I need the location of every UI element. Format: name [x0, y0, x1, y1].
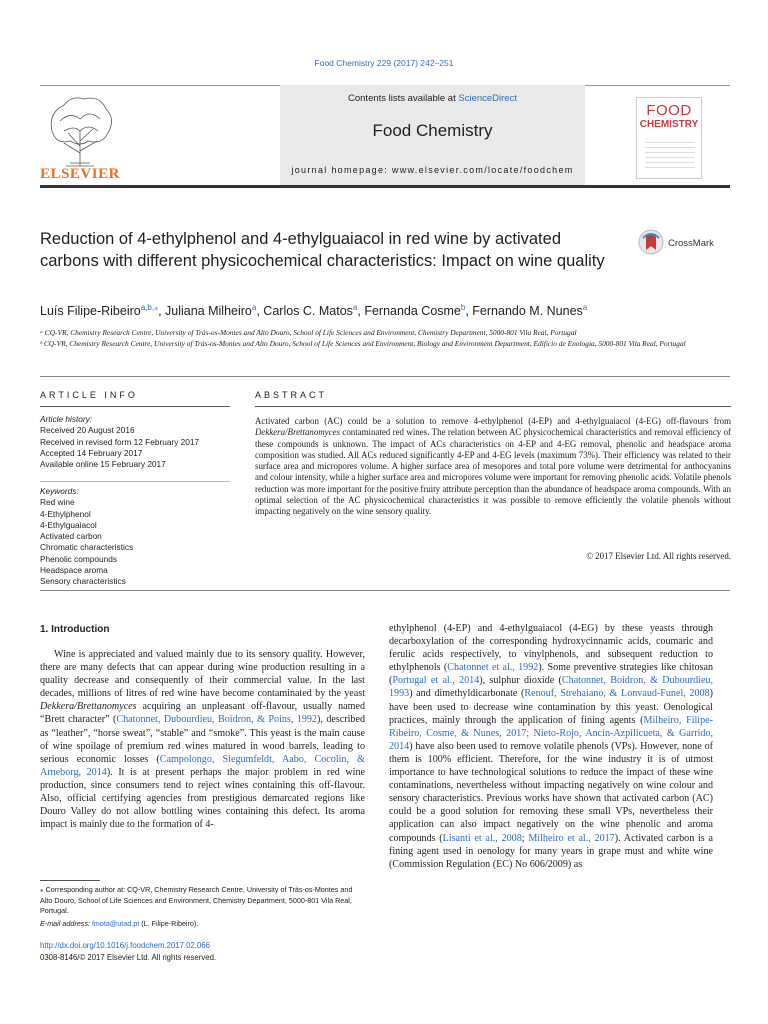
affiliation-b: ᵇ CQ-VR, Chemistry Research Centre, University of Trás-os-Montes and Alto Douro, School of Life Sciences and Environment, Biology and Environment Department, Edifício de Enologia, 5000-801 Vila Real, Portugal	[40, 339, 686, 348]
sciencedirect-link[interactable]: ScienceDirect	[458, 93, 517, 104]
journal-homepage[interactable]: journal homepage: www.elsevier.com/locate/foodchem	[291, 165, 574, 175]
intro-text: ). Some preventive strategies like chitosan (	[389, 662, 714, 687]
abstract-rule	[255, 406, 731, 407]
footnote-rule	[40, 880, 100, 881]
keyword-item: Chromatic characteristics	[40, 542, 134, 553]
intro-text: ) have been used to decrease wine contamination by this yeast. Oenological practices, mainly through the application of fining agents (	[389, 688, 713, 726]
crossmark-icon	[638, 228, 664, 256]
contents-prefix: Contents lists available at	[348, 93, 459, 104]
keyword-item: 4-Ethylguaiacol	[40, 519, 97, 530]
reference-link[interactable]: Lisanti et al., 2008	[442, 832, 522, 844]
journal-masthead	[40, 85, 730, 188]
author-name: Fernando M. Nunes	[472, 304, 583, 319]
intro-text-italic: Dekkera/Brettanomyces	[40, 701, 137, 713]
journal-name: Food Chemistry	[372, 121, 493, 140]
keyword-item: Red wine	[40, 497, 75, 508]
keyword-item: Activated carbon	[40, 531, 102, 542]
history-item: Available online 15 February 2017	[40, 459, 166, 470]
abstract-body	[255, 416, 731, 518]
cover-title-food: FOOD	[646, 102, 692, 119]
info-separator	[40, 481, 230, 482]
section-heading-introduction: 1. Introduction	[40, 624, 110, 635]
keyword-item: Headspace aroma	[40, 565, 108, 576]
author-name: Juliana Milheiro	[165, 304, 252, 319]
affiliation-a: ᵃ CQ-VR, Chemistry Research Centre, University of Trás-os-Montes and Alto Douro, School of Life Sciences and Environment, Chemistry Department, 5000-801 Vila Real, Portugal	[40, 328, 577, 337]
article-info-rule	[40, 406, 230, 407]
intro-text: ). Activated carbon is a fining agent used in oenology for many years in grape must and white wine (Commission Regulation (EC) No 606/2009) as	[389, 832, 713, 870]
journal-citation[interactable]: Food Chemistry 229 (2017) 242–251	[314, 58, 454, 68]
keyword-item: 4-Ethylphenol	[40, 508, 91, 519]
email-label: E-mail address:	[40, 919, 92, 928]
intro-text: ). It is at present perhaps the major problem in red wine production, since consumers tend to reject wines containing this off-flavour. Also, official certifying agencies from prestigious demarcated regions like Douro Valley do not allow bottling wines containing this defect. Its aroma impact is mainly due to the formation of 4-	[40, 766, 365, 831]
author-name: Fernanda Cosme	[364, 304, 461, 319]
abstract-label: ABSTRACT	[255, 390, 328, 400]
history-item: Received in revised form 12 February 2017	[40, 436, 200, 447]
article-title: Reduction of 4-ethylphenol and 4-ethylguaiacol in red wine by activated carbons with different physicochemical characteristics: Impact on wine quality	[40, 230, 605, 270]
intro-text: ) and dimethyldicarbonate (	[409, 688, 525, 700]
header-divider	[40, 376, 730, 377]
author-affil-marker[interactable]: a	[251, 303, 257, 312]
issn-copyright: 0308-8146/© 2017 Elsevier Ltd. All rights reserved.	[40, 953, 217, 962]
intro-text: ), sulphur dioxide (	[479, 675, 562, 687]
author-list	[40, 303, 740, 318]
reference-link[interactable]: Chatonnet, Dubourdieu, Boidron, & Poins, 1992	[116, 714, 317, 726]
masthead-center-panel	[280, 85, 585, 185]
reference-link[interactable]: Milheiro, Filipe-Ribeiro, Cosme, & Nunes, 2017; Nieto-Rojo, Ancín-Azpilicueta, & Garrido, 2014	[389, 714, 713, 752]
author-name: Luís Filipe-Ribeiro	[40, 304, 141, 319]
cover-decoration	[645, 142, 695, 172]
history-item: Received 20 August 2016	[40, 425, 135, 436]
corresponding-author-note: ⁎ Corresponding author at: CQ-VR, Chemistry Research Centre, University of Trás-os-Montes and Alto Douro, School of Life Sciences and Environment, Chemistry Department, 5000-801 Vila Real, Portugal.	[40, 885, 353, 915]
doi-link[interactable]: http://dx.doi.org/10.1016/j.foodchem.2017.02.066	[40, 941, 210, 950]
reference-link[interactable]: Milheiro et al., 2017	[528, 832, 615, 844]
elsevier-wordmark[interactable]: ELSEVIER	[40, 166, 120, 182]
keywords	[40, 486, 220, 588]
intro-text: ethylphenol (4-EP) and 4-ethylguaiacol (4-EG) by these yeasts through decarboxylation of the corresponding hydroxycinnamic acids, coumaric and ferulic acids respectively, to vinylphenols, and subsequent reduction to ethylphenols (	[389, 623, 713, 674]
author-separator: ,	[158, 304, 166, 319]
cover-title-chemistry: CHEMISTRY	[639, 119, 699, 130]
journal-cover-thumbnail[interactable]	[636, 97, 702, 179]
reference-link[interactable]: Chatonnet, Boidron, & Dubourdieu, 1993	[389, 675, 713, 700]
article-info-label: ARTICLE INFO	[40, 390, 138, 400]
crossmark-badge[interactable]	[638, 228, 748, 258]
abstract-text-part: contaminated red wines. The relation between AC physicochemical characteristics and removal efficiency of these compounds is unknown. The impact of ACs characteristics on 4-EP and 4-EG removal, phenolic and headspace aroma composition was studied. All ACs reduced significantly 4-EP and 4-EG levels (maximum 73%). Their efficiency was related to their surface area and micropores volume. A higher surface area of mesopores and total pore volume were detrimental for anthocyanins and colour intensity, while a higher surface area and micropores volume were important for removing phenolic acids. Volatile phenols reduction was more important for the positive fruity attribute perception than the abundance of headspace aroma compounds. With an optimal selection of the AC physicochemical characteristics it was possible to remove efficiently the volatile phenols without impacting negatively on the wine sensory quality.	[255, 427, 731, 517]
abstract-text-italic: Dekkera/Brettanomyces	[255, 427, 340, 438]
abstract-bottom-rule	[40, 590, 730, 591]
author-affil-marker[interactable]: a	[352, 303, 358, 312]
email-suffix: (L. Filipe-Ribeiro).	[139, 919, 199, 928]
crossmark-label: CrossMark	[668, 238, 714, 249]
intro-text: ) have also been used to remove volatile phenols (VPs). However, none of them is 100% efficient. Therefore, for the wine industry it is of utmost importance to have technological solutions to reduce the impact of these wine contaminations, nevertheless without impacting negatively on wine colour and sensory characteristics. Previous works have shown that activated carbon (AC) could be a good solution for removing these small VPs, nevertheless their application can also impact negatively on the wine phenolic and aroma compounds (	[389, 740, 713, 844]
reference-link[interactable]: Portugal et al., 2014	[392, 675, 480, 687]
intro-text: ), described as “leather”, “horse sweat”, “stable” and “smoke”. This yeast is the main cause of wine spoilage of premium red wines matured in wood barrels, leading to serious economic losses (	[40, 714, 365, 765]
intro-left-column	[40, 648, 365, 831]
article-history	[40, 414, 220, 470]
author-affil-marker[interactable]: a	[582, 303, 588, 312]
intro-text: ;	[521, 832, 529, 844]
abstract-copyright: © 2017 Elsevier Ltd. All rights reserved.	[586, 551, 731, 561]
article-history-heading: Article history:	[40, 414, 93, 424]
author-separator: ,	[357, 304, 365, 319]
keyword-item: Phenolic compounds	[40, 553, 118, 564]
author-affil-marker[interactable]: b	[460, 303, 466, 312]
reference-link[interactable]: Renouf, Strehaiano, & Lonvaud-Funel, 2008	[524, 688, 710, 700]
masthead-bottom-rule	[40, 185, 730, 188]
intro-right-column	[389, 622, 713, 871]
author-affil-marker[interactable]: a,b,⁎	[140, 303, 159, 312]
keyword-item: Sensory characteristics	[40, 576, 126, 587]
history-item: Accepted 14 February 2017	[40, 447, 143, 458]
keywords-heading: Keywords:	[40, 486, 79, 496]
reference-link[interactable]: Chatonnet et al., 1992	[447, 662, 539, 674]
contents-available-line	[280, 93, 585, 104]
author-separator: ,	[465, 304, 473, 319]
reference-link[interactable]: Campolongo, Siegumfeldt, Aabo, Cocolin, & Arneborg, 2014	[40, 753, 365, 778]
email-line	[40, 919, 365, 930]
author-separator: ,	[256, 304, 264, 319]
intro-text: acquiring an unpleasant off-flavour, usually named “Brett character” (	[40, 701, 365, 726]
abstract-text-part: Activated carbon (AC) could be a solution to remove 4-ethylphenol (4-EP) and 4-ethylguaiacol (4-EG) off-flavours from	[255, 416, 731, 426]
email-link[interactable]: fmota@utad.pt	[91, 919, 140, 928]
author-name: Carlos C. Matos	[263, 304, 353, 319]
intro-text: Wine is appreciated and valued mainly due to its sensory quality. However, there are many defects that can appear during wine production resulting in a quality decrease and consequently of their commercial value. In the last decades, millions of litres of red wine have become contaminated by the yeast	[40, 649, 365, 700]
